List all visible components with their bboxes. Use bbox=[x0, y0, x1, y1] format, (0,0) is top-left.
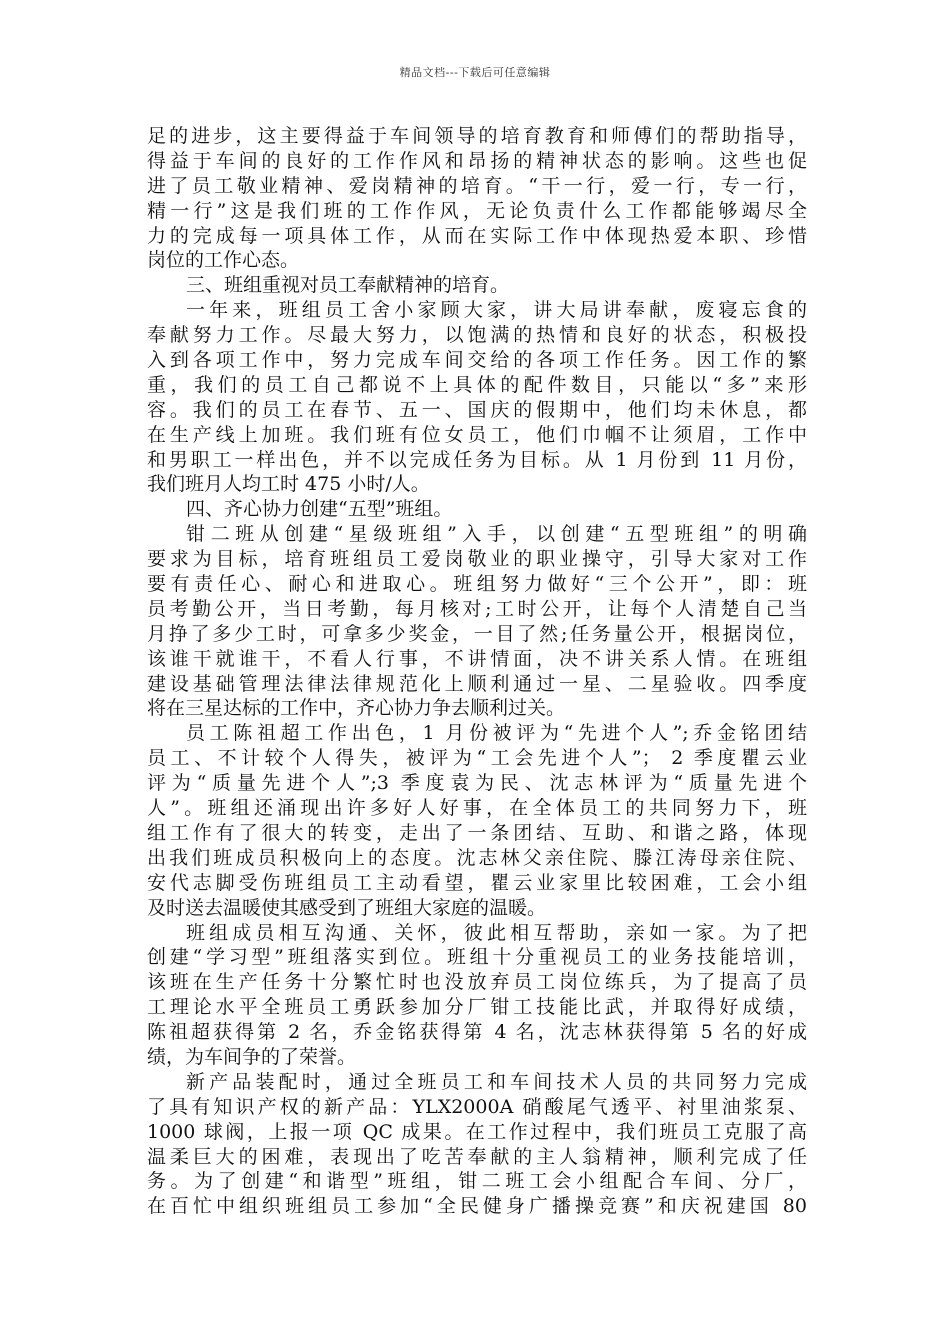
text-line: 务。为了创建“和谐型”班组，钳二班工会小组配合车间、分厂， bbox=[147, 1170, 807, 1193]
text-line: 精一行”这是我们班的工作作风，无论负责什么工作都能够竭尽全 bbox=[147, 199, 807, 222]
text-line: 四、齐心协力创建“五型”班组。 bbox=[186, 498, 453, 521]
text-line: 要求为目标，培育班组员工爱岗敬业的职业操守，引导大家对工作 bbox=[147, 548, 807, 571]
text-line: 进了员工敬业精神、爱岗精神的培育。“干一行，爱一行，专一行， bbox=[147, 174, 807, 197]
text-line: 在百忙中组织班组员工参加“全民健身广播操竞赛”和庆祝建国 80 bbox=[147, 1195, 807, 1218]
text-line: 三、班组重视对员工奉献精神的培育。 bbox=[186, 274, 510, 297]
text-line: 和男职工一样出色，并不以完成任务为目标。从 1 月份到 11 月份， bbox=[147, 448, 807, 471]
document-body bbox=[147, 124, 807, 1219]
text-line: 安代志脚受伤班组员工主动看望，瞿云业家里比较困难，工会小组 bbox=[147, 871, 807, 894]
text-line: 我们班月人均工时 475 小时/人。 bbox=[147, 473, 430, 496]
text-line: 评为“质量先进个人”;3 季度袁为民、沈志林评为“质量先进个 bbox=[147, 772, 807, 795]
text-line: 在生产线上加班。我们班有位女员工，他们巾帼不让须眉，工作中 bbox=[147, 423, 807, 446]
text-line: 人”。班组还涌现出许多好人好事，在全体员工的共同努力下，班 bbox=[147, 797, 807, 820]
text-line: 奉献努力工作。尽最大努力，以饱满的热情和良好的状态，积极投 bbox=[147, 324, 807, 347]
text-line: 陈祖超获得第 2 名，乔金铭获得第 4 名，沈志林获得第 5 名的好成 bbox=[147, 1021, 807, 1044]
page-header: 精品文档---下载后可任意编辑 bbox=[399, 66, 551, 79]
text-line: 员工陈祖超工作出色，1 月份被评为“先进个人”;乔金铭团结 bbox=[186, 722, 807, 745]
text-line: 容。我们的员工在春节、五一、国庆的假期中，他们均未休息，都 bbox=[147, 398, 807, 421]
text-line: 了具有知识产权的新产品：YLX2000A 硝酸尾气透平、衬里油浆泵、 bbox=[147, 1095, 807, 1118]
text-line: 班组成员相互沟通、关怀，彼此相互帮助，亲如一家。为了把 bbox=[186, 921, 807, 944]
text-line: 工理论水平全班员工勇跃参加分厂钳工技能比武，并取得好成绩， bbox=[147, 996, 807, 1019]
text-line: 员工、不计较个人得失，被评为“工会先进个人”； 2 季度瞿云业 bbox=[147, 747, 807, 770]
text-line: 得益于车间的良好的工作作风和昂扬的精神状态的影响。这些也促 bbox=[147, 149, 807, 172]
text-line: 绩，为车间争的了荣誉。 bbox=[147, 1045, 357, 1068]
text-line: 钳二班从创建“星级班组”入手，以创建“五型班组”的明确 bbox=[186, 523, 807, 546]
text-line: 温柔巨大的困难，表现出了吃苦奉献的主人翁精神，顺利完成了任 bbox=[147, 1145, 807, 1168]
text-line: 出我们班成员积极向上的态度。沈志林父亲住院、滕江涛母亲住院、 bbox=[147, 846, 807, 869]
text-line: 重，我们的员工自己都说不上具体的配件数目，只能以“多”来形 bbox=[147, 373, 807, 396]
text-line: 创建“学习型”班组落实到位。班组十分重视员工的业务技能培训， bbox=[147, 946, 807, 969]
text-line: 新产品装配时，通过全班员工和车间技术人员的共同努力完成 bbox=[186, 1070, 807, 1093]
text-line: 1000 球阀，上报一项 QC 成果。在工作过程中，我们班员工克服了高 bbox=[147, 1120, 807, 1143]
text-line: 及时送去温暖使其感受到了班组大家庭的温暖。 bbox=[147, 896, 547, 919]
text-line: 入到各项工作中，努力完成车间交给的各项工作任务。因工作的繁 bbox=[147, 349, 807, 372]
text-line: 建设基础管理法律法律规范化上顺利通过一星、二星验收。四季度 bbox=[147, 672, 807, 695]
text-line: 力的完成每一项具体工作，从而在实际工作中体现热爱本职、珍惜 bbox=[147, 224, 807, 247]
text-line: 一年来，班组员工舍小家顾大家，讲大局讲奉献，废寝忘食的 bbox=[186, 299, 807, 322]
text-line: 月挣了多少工时，可拿多少奖金，一目了然;任务量公开，根据岗位， bbox=[147, 622, 807, 645]
text-line: 岗位的工作心态。 bbox=[147, 249, 300, 272]
text-line: 该谁干就谁干，不看人行事，不讲情面，决不讲关系人情。在班组 bbox=[147, 647, 807, 670]
text-line: 足的进步，这主要得益于车间领导的培育教育和师傅们的帮助指导， bbox=[147, 125, 807, 147]
text-line: 组工作有了很大的转变，走出了一条团结、互助、和谐之路，体现 bbox=[147, 821, 807, 844]
text-line: 员考勤公开，当日考勤，每月核对;工时公开，让每个人清楚自己当 bbox=[147, 597, 807, 620]
text-line: 要有责任心、耐心和进取心。班组努力做好“三个公开”，即：班 bbox=[147, 573, 807, 596]
text-line: 将在三星达标的工作中，齐心协力争去顺利过关。 bbox=[147, 697, 566, 720]
text-line: 该班在生产任务十分繁忙时也没放弃员工岗位练兵，为了提高了员 bbox=[147, 971, 807, 994]
